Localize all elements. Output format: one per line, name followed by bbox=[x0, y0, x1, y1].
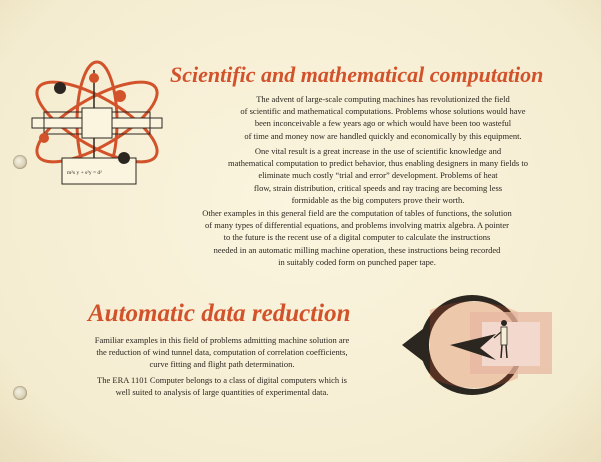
binder-hole-bottom bbox=[13, 386, 27, 400]
electron-1 bbox=[54, 82, 66, 94]
figure-head bbox=[501, 320, 507, 326]
nucleus bbox=[89, 73, 99, 83]
electron-3 bbox=[118, 152, 130, 164]
figure-body bbox=[501, 327, 507, 345]
electron-4 bbox=[39, 133, 49, 143]
section1-paragraph-1: The advent of large-scale computing machines has revolutionized the field of scientific and mathematical computations. Problems whose solutions would have been inconceivable a few years ago or which would have been too wasteful of time and money now are handled quickly and economically by this equipment. bbox=[240, 94, 526, 141]
section2-title: Automatic data reduction bbox=[88, 300, 351, 327]
data-reduction-illustration bbox=[400, 290, 560, 400]
cone-shape bbox=[402, 325, 428, 365]
section1-title: Scientific and mathematical computation bbox=[170, 62, 544, 87]
screen-inner bbox=[482, 322, 540, 366]
section1-paragraph-2: One vital result is a great increase in the use of scientific knowledge and mathematical computation to predict behavior, thus enabling designers in many fields to eliminate much costly “trial and error” development. Problems of heat flow, strain distribution, critical speeds and ray tracing are becoming less formidable as the big computers prove their worth. bbox=[228, 146, 528, 205]
section2-paragraph-1: Familiar examples in this field of problems admitting machine solution are the reduction of wind tunnel data, computation of correlation coefficients, curve fitting and flight path determination. bbox=[94, 335, 350, 370]
electron-2 bbox=[114, 90, 126, 102]
atom-illustration bbox=[22, 50, 177, 190]
section1-paragraph-3: Other examples in this general field are the computation of tables of functions, the solution of many types of differential equations, and problems involving matrix algebra. A pointer to the future is the recent use of a digital computer to calculate the instructions needed in an automatic milling machine operation, these instructions being recorded in suitably coded form on punched paper tape. bbox=[202, 208, 512, 267]
section2-paragraph-2: The ERA 1101 Computer belongs to a class of digital computers which is well suited to analysis of large quantities of experimental data. bbox=[97, 375, 347, 398]
formula-label: m²s y + s²y = d² bbox=[67, 170, 102, 176]
